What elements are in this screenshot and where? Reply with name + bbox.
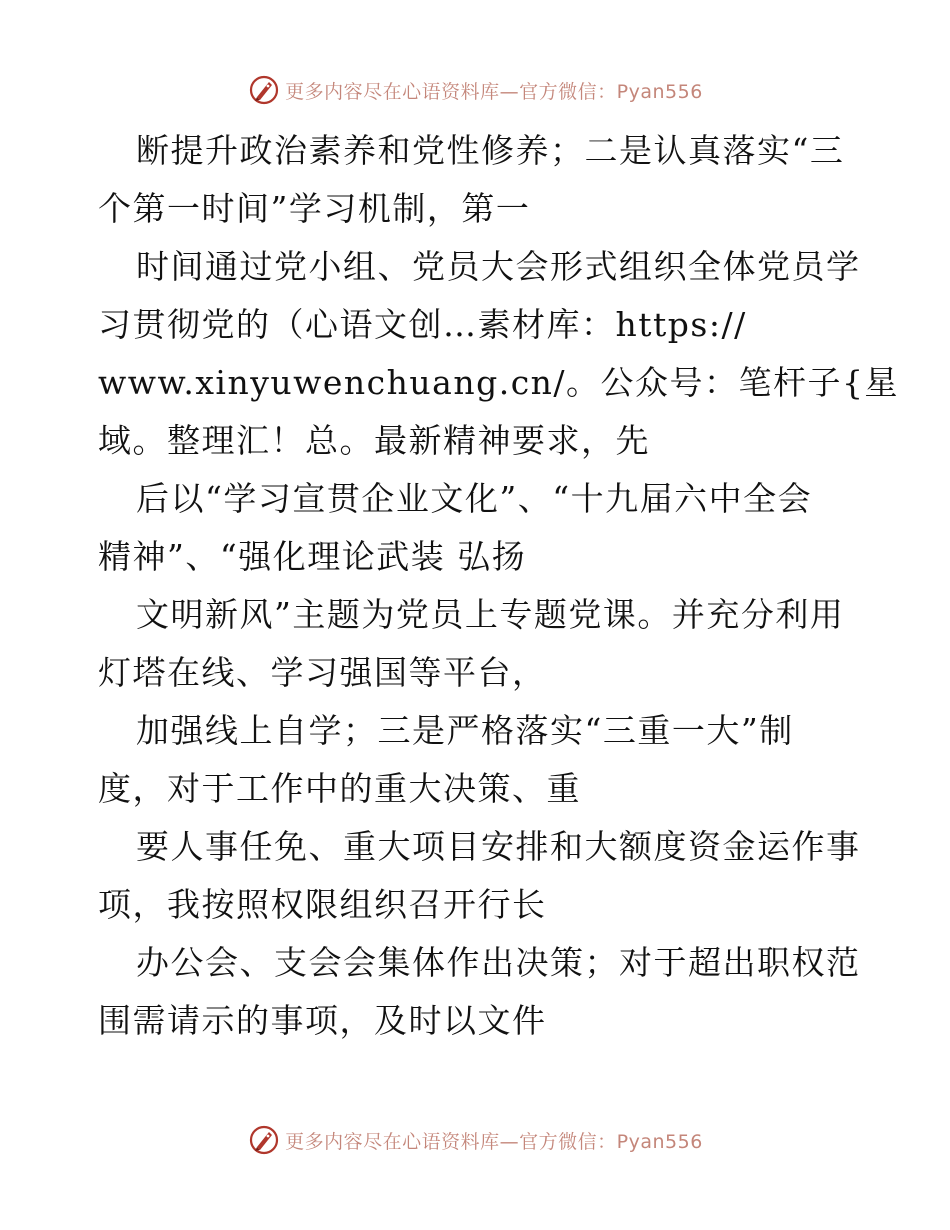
- body-line: 办公会、支会会集体作出决策；对于超出职权范: [136, 943, 861, 982]
- body-line: 精神”、“强化理论武装 弘扬: [98, 537, 527, 576]
- footer-watermark: [0, 1120, 950, 1160]
- body-line: 断提升政治素养和党性修养；二是认真落实“三: [136, 131, 845, 170]
- document-body: [98, 122, 900, 1050]
- body-line: 度，对于工作中的重大决策、重: [98, 769, 581, 808]
- body-line: 域。整理汇！总。最新精神要求，先: [98, 421, 650, 460]
- body-line: www.xinyuwenchuang.cn/。公众号：笔杆子{星: [98, 363, 900, 402]
- body-line: 加强线上自学；三是严格落实“三重一大”制: [136, 711, 794, 750]
- body-line: 个第一时间”学习机制，第一: [98, 189, 531, 228]
- body-line: 时间通过党小组、党员大会形式组织全体党员学: [136, 247, 861, 286]
- header-watermark-text: 更多内容尽在心语资料库—官方微信：Pyan556: [285, 80, 703, 103]
- body-line: 围需请示的事项，及时以文件: [98, 1001, 547, 1040]
- body-line: 文明新风”主题为党员上专题党课。并充分利用: [136, 595, 845, 634]
- body-line: 习贯彻党的（心语文创…素材库：https://: [98, 305, 747, 344]
- body-line: 后以“学习宣贯企业文化”、“十九届六中全会: [136, 479, 813, 518]
- body-line: 要人事任免、重大项目安排和大额度资金运作事: [136, 827, 861, 866]
- pen-nib-logo-icon: [247, 1123, 281, 1157]
- pen-nib-logo-icon: [247, 73, 281, 107]
- body-line: 项，我按照权限组织召开行长: [98, 885, 547, 924]
- header-watermark: [0, 70, 950, 110]
- footer-watermark-text: 更多内容尽在心语资料库—官方微信：Pyan556: [285, 1130, 703, 1153]
- body-line: 灯塔在线、学习强国等平台，: [98, 653, 547, 692]
